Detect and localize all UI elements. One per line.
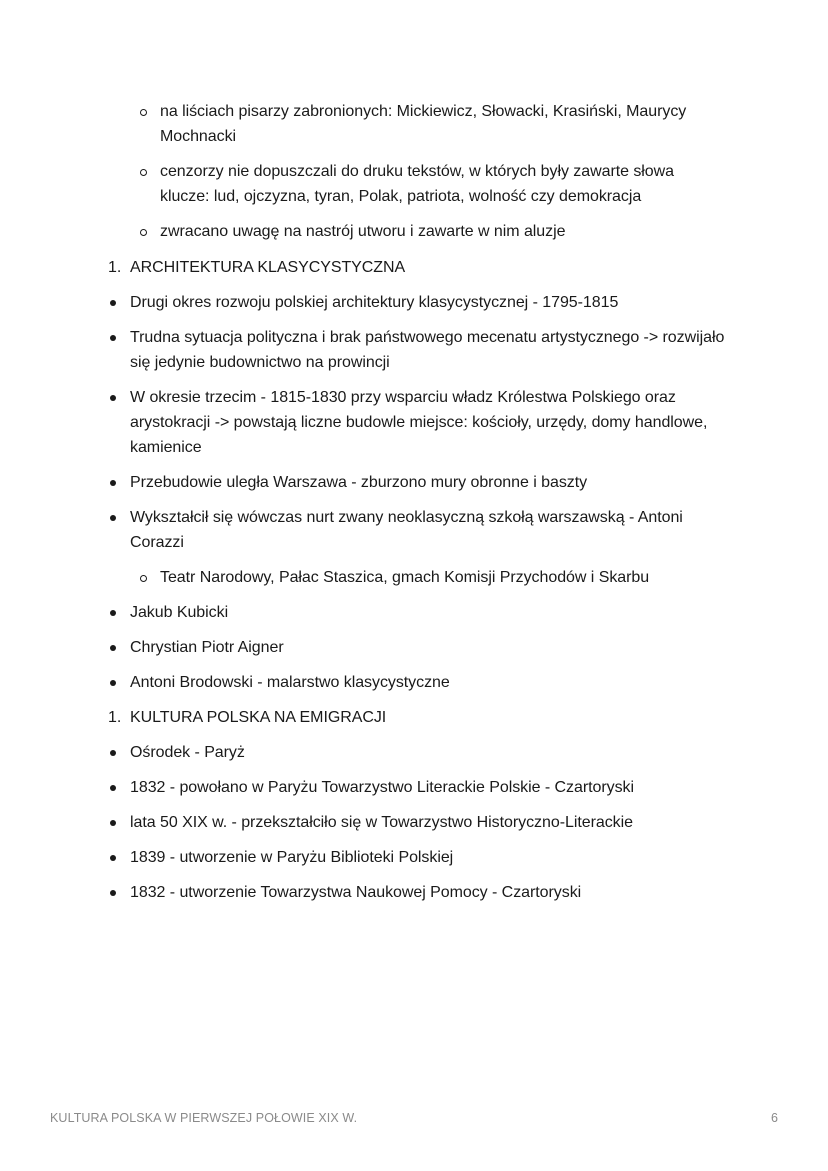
list-item [130, 775, 730, 800]
list-item [160, 565, 720, 590]
list-item [130, 325, 730, 375]
list-item [130, 845, 730, 870]
list-item [130, 290, 730, 315]
disc-bullet-icon [110, 880, 116, 905]
list-item [130, 470, 730, 495]
list-item [160, 219, 720, 244]
list-item-text: Jakub Kubicki [130, 604, 229, 621]
list-item-text: 1832 - utworzenie Towarzystwa Naukowej Pomocy - Czartoryski [130, 884, 582, 901]
list-item-text: Antoni Brodowski - malarstwo klasycystyczne [130, 674, 450, 691]
disc-bullet-icon [110, 505, 116, 530]
list-item [160, 159, 720, 209]
list-item [130, 385, 730, 460]
disc-bullet-icon [110, 670, 116, 695]
circle-bullet-icon [140, 565, 147, 590]
section-heading [108, 255, 730, 280]
page-number: 6 [770, 1111, 778, 1125]
disc-bullet-icon [110, 600, 116, 625]
circle-bullet-icon [140, 99, 147, 124]
section-heading-text: KULTURA POLSKA NA EMIGRACJI [130, 709, 387, 726]
list-item-text: na liściach pisarzy zabronionych: Mickiewicz, Słowacki, Krasiński, Maurycy Mochnacki [160, 103, 687, 145]
list-item [130, 880, 730, 905]
disc-bullet-icon [110, 635, 116, 660]
list-item-text: 1839 - utworzenie w Paryżu Biblioteki Polskiej [130, 849, 454, 866]
footer-title: KULTURA POLSKA W PIERWSZEJ POŁOWIE XIX W. [50, 1111, 358, 1125]
list-number: 1. [108, 709, 122, 726]
list-item-text: Drugi okres rozwoju polskiej architektury klasycystycznej - 1795-1815 [130, 294, 619, 311]
list-item [130, 505, 730, 555]
disc-bullet-icon [110, 385, 116, 410]
list-item-text: 1832 - powołano w Paryżu Towarzystwo Literackie Polskie - Czartoryski [130, 779, 635, 796]
list-item [130, 810, 730, 835]
list-item [160, 99, 720, 149]
disc-bullet-icon [110, 775, 116, 800]
list-item-text: Teatr Narodowy, Pałac Staszica, gmach Komisji Przychodów i Skarbu [160, 569, 650, 586]
list-item-text: W okresie trzecim - 1815-1830 przy wsparciu władz Królestwa Polskiego oraz arystokracji -> powstają liczne budowle miejsce: kościoły, urzędy, domy handlowe, kamienice [130, 389, 708, 456]
list-item [130, 600, 730, 625]
disc-bullet-icon [110, 810, 116, 835]
list-item-text: Wykształcił się wówczas nurt zwany neoklasyczną szkołą warszawską - Antoni Corazzi [130, 509, 683, 551]
disc-bullet-icon [110, 740, 116, 765]
list-item-text: lata 50 XIX w. - przekształciło się w Towarzystwo Historyczno-Literackie [130, 814, 633, 831]
list-item-text: Ośrodek - Paryż [130, 744, 245, 761]
disc-bullet-icon [110, 290, 116, 315]
list-item-text: Trudna sytuacja polityczna i brak państwowego mecenatu artystycznego -> rozwijało się jedynie budownictwo na prowincji [130, 329, 725, 371]
disc-bullet-icon [110, 325, 116, 350]
list-item [130, 740, 730, 765]
list-item-text: cenzorzy nie dopuszczali do druku tekstów, w których były zawarte słowa klucze: lud, ojczyzna, tyran, Polak, patriota, wolność czy demokracja [160, 163, 675, 205]
section-heading-text: ARCHITEKTURA KLASYCYSTYCZNA [130, 259, 406, 276]
list-item-text: zwracano uwagę na nastrój utworu i zawarte w nim aluzje [160, 223, 566, 240]
section-heading [108, 705, 730, 730]
list-item [130, 635, 730, 660]
list-item-text: Przebudowie uległa Warszawa - zburzono mury obronne i baszty [130, 474, 588, 491]
circle-bullet-icon [140, 219, 147, 244]
list-item [130, 670, 730, 695]
disc-bullet-icon [110, 845, 116, 870]
list-item-text: Chrystian Piotr Aigner [130, 639, 284, 656]
list-number: 1. [108, 259, 122, 276]
disc-bullet-icon [110, 470, 116, 495]
circle-bullet-icon [140, 159, 147, 184]
